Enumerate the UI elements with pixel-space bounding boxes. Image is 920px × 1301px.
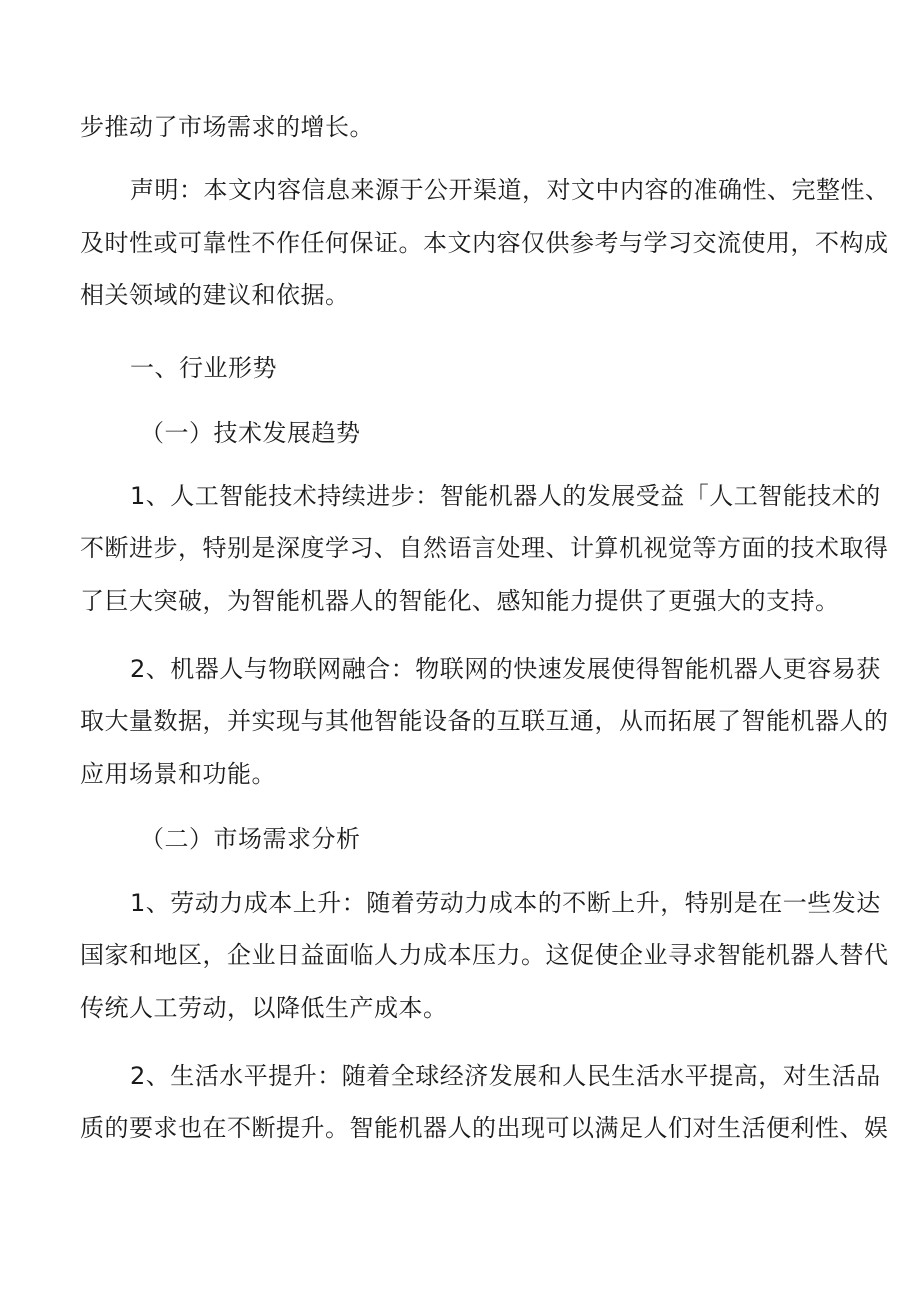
paragraph-line: 应用场景和功能。 <box>80 760 276 788</box>
paragraph-line: 传统人工劳动，以降低生产成本。 <box>80 994 448 1022</box>
paragraph-line: 1、人工智能技术持续进步：智能机器人的发展受益「人工智能技术的 <box>130 482 881 510</box>
paragraph-line: 2、生活水平提升：随着全球经济发展和人民生活水平提高，对生活品 <box>130 1062 881 1090</box>
paragraph-line: 2、机器人与物联网融合：物联网的快速发展使得智能机器人更容易获 <box>130 655 881 683</box>
paragraph-line: 不断进步，特别是深度学习、自然语言处理、计算机视觉等方面的技术取得 <box>80 534 889 562</box>
paragraph-line: 取大量数据，并实现与其他智能设备的互联互通，从而拓展了智能机器人的 <box>80 707 889 735</box>
section-heading: 一、行业形势 <box>130 354 277 382</box>
paragraph-line: 国家和地区，企业日益面临人力成本压力。这促使企业寻求智能机器人替代 <box>80 941 889 969</box>
disclaimer-line: 声明：本文内容信息来源于公开渠道，对文中内容的准确性、完整性、 <box>130 176 890 204</box>
paragraph-line: 了巨大突破，为智能机器人的智能化、感知能力提供了更强大的支持。 <box>80 587 840 615</box>
disclaimer-line: 及时性或可靠性不作任何保证。本文内容仅供参考与学习交流使用，不构成 <box>80 229 889 257</box>
subsection-heading: （二）市场需求分析 <box>140 825 361 853</box>
paragraph-line: 1、劳动力成本上升：随着劳动力成本的不断上升，特别是在一些发达 <box>130 889 881 917</box>
disclaimer-line: 相关领域的建议和依据。 <box>80 281 350 309</box>
subsection-heading: （一）技术发展趋势 <box>140 419 361 447</box>
paragraph-line: 质的要求也在不断提升。智能机器人的出现可以满足人们对生活便利性、娱 <box>80 1114 889 1142</box>
paragraph-line: 步推动了市场需求的增长。 <box>80 113 374 141</box>
